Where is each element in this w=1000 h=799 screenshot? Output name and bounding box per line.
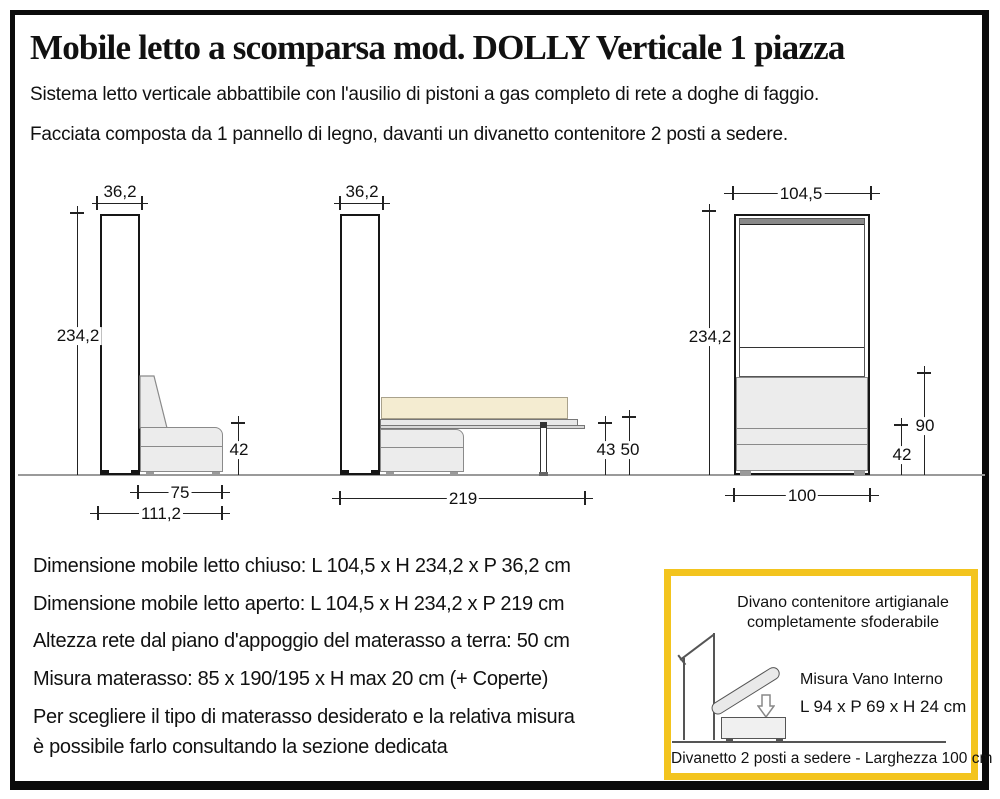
cabinet-foot [342, 470, 349, 475]
cabinet-open [340, 214, 380, 475]
dim-tick [584, 491, 586, 505]
dim-tick [732, 186, 734, 200]
sofa-foot [386, 472, 394, 476]
cabinet-foot [131, 470, 138, 475]
spec-line-note-2: è possibile farlo consultando la sezione dedicata [33, 736, 448, 758]
dim-tick [622, 416, 636, 418]
dim-width-front: 104,5 [779, 184, 823, 204]
mattress [381, 397, 568, 419]
sofa-foot [212, 472, 220, 476]
dim-tick [869, 488, 871, 502]
dim-height-closed: 234,2 [56, 326, 100, 346]
dim-tick [137, 485, 139, 499]
dim-bed-height: 50 [620, 440, 640, 460]
inset-vano-dims: L 94 x P 69 x H 24 cm [800, 697, 967, 716]
dim-depth-closed: 36,2 [103, 182, 137, 202]
door-panel-seam [740, 347, 864, 348]
sofa-front [736, 377, 868, 471]
door-panel-frame [739, 218, 865, 377]
sofa-backrest [139, 375, 169, 429]
dim-line [92, 203, 148, 204]
spec-line-mattress: Misura materasso: 85 x 190/195 x H max 20 cm (+ Coperte) [33, 668, 549, 690]
dim-tick [339, 491, 341, 505]
dim-depth-open: 36,2 [345, 182, 379, 202]
intro-line-1: Sistema letto verticale abbattibile con l'ausilio di pistoni a gas completo di rete a doghe di faggio. [30, 84, 820, 105]
dim-tick [598, 422, 612, 424]
sofa-seat [140, 427, 223, 472]
sofa-seam [737, 444, 867, 445]
cabinet-foot [102, 470, 109, 475]
door-top-band [740, 219, 864, 225]
dim-total-depth-closed: 111,2 [140, 504, 182, 524]
dim-tick [221, 485, 223, 499]
dim-tick [141, 196, 143, 210]
dim-tick [221, 506, 223, 520]
dim-tick [382, 196, 384, 210]
dim-seat-height-front: 42 [892, 445, 912, 465]
page-title: Mobile letto a scomparsa mod. DOLLY Verticale 1 piazza [30, 28, 845, 67]
sofa-foot [854, 471, 865, 475]
inset-title-line-2: completamente sfoderabile [746, 614, 940, 631]
inset-vano-label: Misura Vano Interno [800, 671, 943, 688]
cabinet-foot [371, 470, 378, 475]
dim-tick [96, 196, 98, 210]
container-box [721, 717, 786, 739]
dim-seat-depth: 75 [170, 483, 190, 503]
dim-tick [917, 372, 931, 374]
sofa-under-bed [380, 429, 464, 472]
sofa-foot [450, 472, 458, 476]
sofa-seam [141, 446, 222, 447]
bed-leg-foot [539, 472, 548, 476]
bed-leg [540, 422, 547, 475]
mini-panel-right-line [713, 633, 715, 740]
bed-leg-hinge [541, 422, 546, 428]
inset-title-line-1: Divano contenitore artigianale [737, 594, 949, 611]
dim-tick [870, 186, 872, 200]
dim-seat-height-closed: 42 [229, 440, 249, 460]
sofa-foot [146, 472, 154, 476]
dim-height-front: 234,2 [688, 327, 732, 347]
dim-tick [231, 422, 245, 424]
inset-caption: Divanetto 2 posti a sedere - Larghezza 100 cm [671, 750, 993, 767]
spec-line-closed: Dimensione mobile letto chiuso: L 104,5 x H 234,2 x P 36,2 cm [33, 555, 571, 577]
dim-tick [702, 210, 716, 212]
spec-line-note-1: Per scegliere il tipo di materasso desiderato e la relativa misura [33, 706, 575, 728]
intro-line-2: Facciata composta da 1 pannello di legno, davanti un divanetto contenitore 2 posti a sedere. [30, 124, 788, 145]
dim-width-bottom: 100 [787, 486, 817, 506]
dim-net-height: 43 [596, 440, 616, 460]
dim-tick [894, 424, 908, 426]
spec-line-open: Dimensione mobile letto aperto: L 104,5 x H 234,2 x P 219 cm [33, 593, 565, 615]
mini-panel-left-line [683, 658, 685, 740]
sofa-foot [740, 471, 751, 475]
cabinet-closed [100, 214, 140, 475]
dim-tick [97, 506, 99, 520]
sofa-seam [381, 447, 463, 448]
sofa-seam [737, 428, 867, 429]
dim-tick [733, 488, 735, 502]
dim-tick [339, 196, 341, 210]
spec-line-net-height: Altezza rete dal piano d'appoggio del materasso a terra: 50 cm [33, 630, 570, 652]
down-arrow-icon [757, 694, 775, 718]
dim-tick [70, 212, 84, 214]
dim-sofa-height: 90 [915, 416, 935, 436]
mini-ground-line [672, 741, 946, 743]
dim-total-depth-open: 219 [448, 489, 478, 509]
